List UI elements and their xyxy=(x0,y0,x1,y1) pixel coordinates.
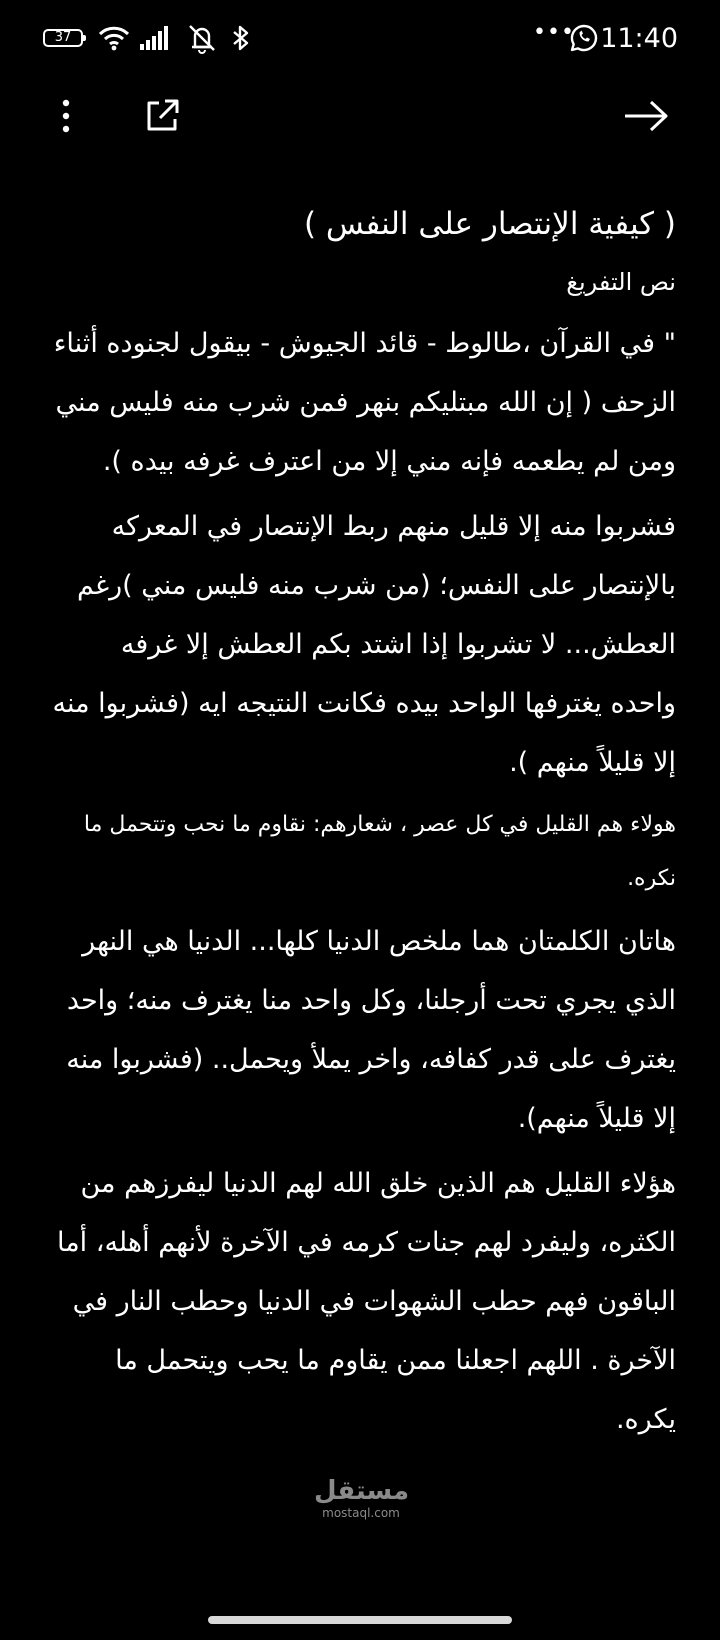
open-external-button[interactable] xyxy=(134,88,190,144)
vibrate-off-icon xyxy=(186,22,218,54)
more-options-button[interactable] xyxy=(38,88,94,144)
forward-arrow-icon xyxy=(623,99,669,133)
open-external-icon xyxy=(143,97,181,135)
article-paragraph-2: فشربوا منه إلا قليل منهم ربط الإنتصار في المعركه بالإنتصار على النفس؛ (من شرب منه فليس مني )رغم العطش... لا تشربوا إذا اشتد بكم العطش إلا غرفه واحده يغترفها الواحد بيده فكانت النتيجه ايه (فشربوا منه إلا قليلاً منهم ). xyxy=(52,511,676,778)
more-notifications-icon: ••• xyxy=(533,20,575,45)
home-indicator[interactable] xyxy=(208,1616,512,1624)
article-paragraph-1: " في القرآن ،طالوط - قائد الجيوش - بيقول لجنوده أثناء الزحف ( إن الله مبتليكم بنهر فمن شرب منه فليس مني ومن لم يطعمه فإنه مني إلا من اعترف غرفه بيده ). xyxy=(53,328,676,477)
article-content xyxy=(48,196,676,1455)
clock: 11:40 xyxy=(600,23,678,54)
article-subtitle: نص التفريغ xyxy=(566,268,676,296)
article-paragraph-4: هاتان الكلمتان هما ملخص الدنيا كلها... الدنيا هي النهر الذي يجري تحت أرجلنا، وكل واحد منا يغترف منه؛ واحد يغترف على قدر كفافه، واخر يملأ ويحمل.. (فشربوا منه إلا قليلاً منهم). xyxy=(66,926,676,1134)
whatsapp-icon xyxy=(568,22,600,54)
watermark-arabic: مستقل xyxy=(314,1476,410,1506)
battery-icon xyxy=(43,29,83,47)
more-vert-icon xyxy=(61,98,71,134)
signal-icon xyxy=(138,22,170,54)
status-bar xyxy=(0,0,720,80)
article-title: ( كيفية الإنتصار على النفس ) xyxy=(303,206,676,242)
article-paragraph-5: هؤلاء القليل هم الذين خلق الله لهم الدنيا ليفرزهم من الكثره، وليفرد لهم جنات كرمه في الآخرة لأنهم أهله، أما الباقون فهم حطب الشهوات في الدنيا وحطب النار في الآخرة . اللهم اجعلنا ممن يقاوم ما يحب ويتحمل ما يكره. xyxy=(56,1168,676,1435)
app-toolbar xyxy=(0,88,720,152)
back-button[interactable] xyxy=(618,88,674,144)
mostaql-watermark xyxy=(314,1476,408,1520)
wifi-icon xyxy=(98,22,130,54)
bluetooth-icon xyxy=(225,22,257,54)
watermark-latin: mostaql.com xyxy=(322,1506,400,1520)
article-paragraph-3: هولاء هم القليل في كل عصر ، شعارهم: نقاوم ما نحب وتتحمل ما نكره. xyxy=(83,812,676,891)
battery-level: 37 xyxy=(54,30,72,45)
